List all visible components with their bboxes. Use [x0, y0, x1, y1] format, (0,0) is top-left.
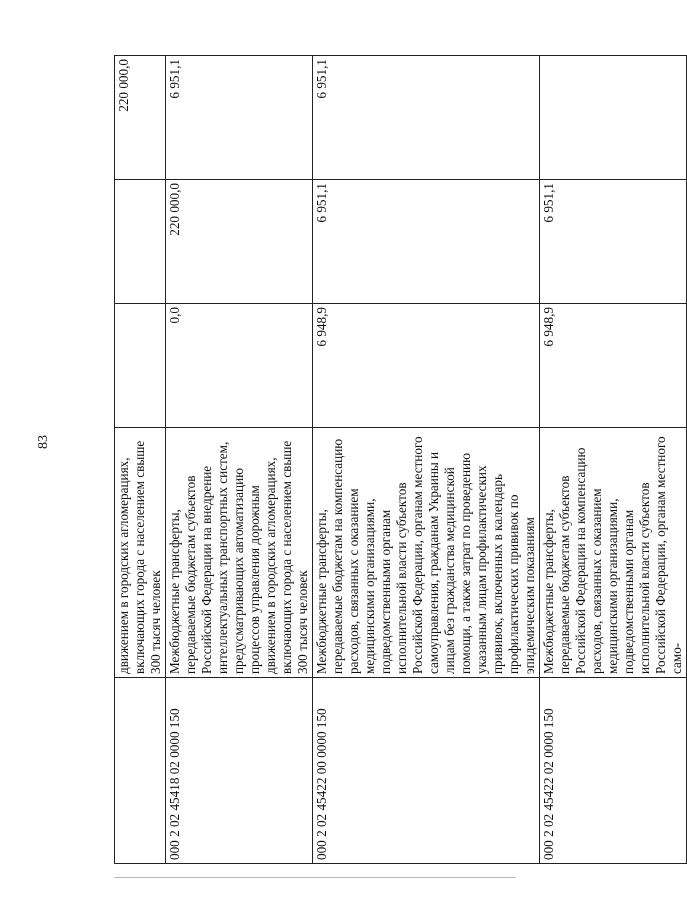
- amount-cell: 0,0: [166, 304, 313, 428]
- budget-code-cell: 000 2 02 45418 02 0000 150: [166, 678, 313, 864]
- amount-cell: 6 951,1: [313, 56, 540, 180]
- page-number: 83: [36, 435, 51, 449]
- rotated-table-container: [114, 56, 684, 864]
- amount-cell: 6 948,9: [540, 304, 687, 428]
- description-cell: Межбюджетные трансферты, передаваемые бюджетам субъектов Российской Федерации на внедрение интеллектуальных транспортных систем, предусматривающих автоматизацию процессов управления дорожным движением в городских агломерациях, включающих города с населением свыше 300 тысяч человек: [166, 428, 313, 678]
- amount-cell: 6 948,9: [313, 304, 540, 428]
- table-row: [166, 56, 313, 864]
- amount-cell: [115, 180, 166, 304]
- budget-code-cell: 000 2 02 45422 00 0000 150: [313, 678, 540, 864]
- table-row: [115, 56, 166, 864]
- page-bottom-rule: [114, 877, 516, 878]
- description-cell: движением в городских агломерациях, включающих города с населением свыше 300 тысяч человек: [115, 428, 166, 678]
- budget-code-cell: [115, 678, 166, 864]
- budget-code-cell: 000 2 02 45422 02 0000 150: [540, 678, 687, 864]
- table-viewport: [114, 56, 684, 864]
- table-row: [540, 56, 687, 864]
- description-cell: Межбюджетные трансферты, передаваемые бюджетам на компенсацию расходов, связанных с оказанием медицинскими организациями, подведомственными органам исполнительной власти субъектов Российской Федерации, органам местного самоуправления, гражданам Украины и лицам без гражданства медицинской помощи, а также затрат по проведению указанным лицам профилактических прививок, включенных в календарь профилактических прививок по эпидемическим показаниям: [313, 428, 540, 678]
- amount-cell: 220 000,0: [115, 56, 166, 180]
- table-row: [313, 56, 540, 864]
- description-cell: Межбюджетные трансферты, передаваемые бюджетам субъектов Российской Федерации на компенсацию расходов, связанных с оказанием медицинскими организациями, подведомственными органам исполнительной власти субъектов Российской Федерации, органам местного само-: [540, 428, 687, 678]
- amount-cell: [115, 304, 166, 428]
- amount-cell: 6 951,1: [166, 56, 313, 180]
- amount-cell: 6 951,1: [313, 180, 540, 304]
- budget-table: [114, 55, 687, 864]
- amount-cell: 220 000,0: [166, 180, 313, 304]
- amount-cell: [540, 56, 687, 180]
- amount-cell: 6 951,1: [540, 180, 687, 304]
